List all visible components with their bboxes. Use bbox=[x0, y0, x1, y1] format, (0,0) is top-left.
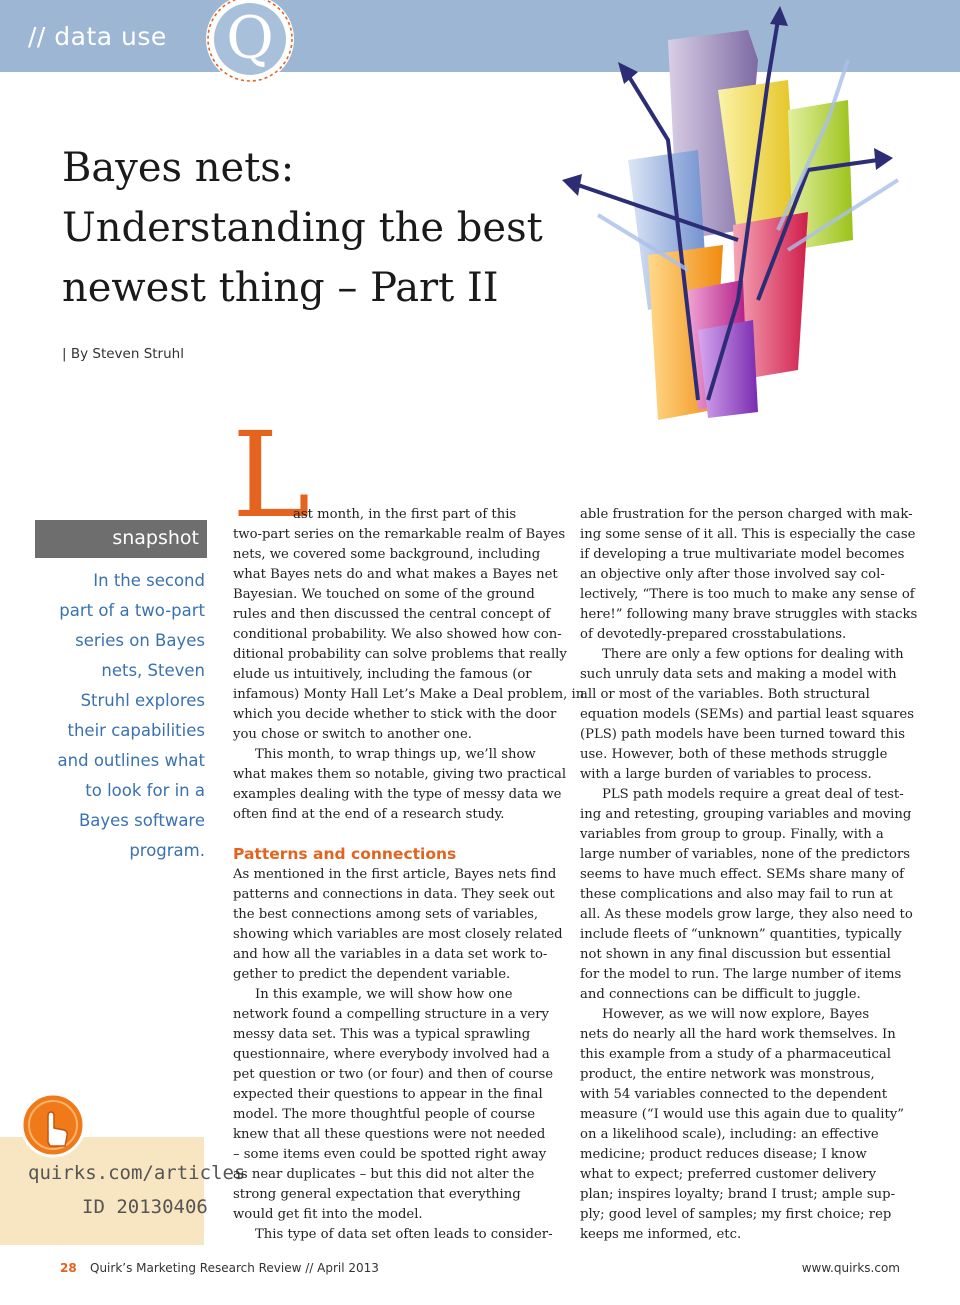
badge-letter: Q bbox=[226, 4, 274, 72]
article-title bbox=[62, 138, 582, 318]
body-line: This month, to wrap things up, we’ll show bbox=[255, 747, 536, 762]
snapshot-line: to look for in a bbox=[85, 781, 205, 800]
snapshot-line: In the second bbox=[93, 571, 205, 590]
body-line: (PLS) path models have been turned toward this bbox=[580, 727, 905, 742]
body-line: plan; inspires loyalty; brand I trust; ample sup- bbox=[580, 1187, 896, 1202]
byline: | By Steven Struhl bbox=[62, 346, 184, 362]
snapshot-line: Bayes software bbox=[78, 811, 205, 830]
q-badge-icon bbox=[203, 0, 297, 86]
body-line: for the model to run. The large number of items bbox=[580, 967, 902, 982]
body-line: such unruly data sets and making a model with bbox=[580, 667, 897, 682]
body-line: include fleets of “unknown” quantities, typically bbox=[580, 927, 902, 942]
body-line: this example from a study of a pharmaceutical bbox=[580, 1047, 891, 1062]
drop-cap: L bbox=[232, 406, 311, 544]
body-line: conditional probability. We also showed how con- bbox=[233, 627, 562, 642]
page-number: 28 bbox=[60, 1261, 77, 1275]
snapshot-heading: snapshot bbox=[112, 527, 199, 549]
subheading: Patterns and connections bbox=[233, 845, 457, 863]
body-line: showing which variables are most closely related bbox=[233, 927, 563, 942]
body-line: equation models (SEMs) and partial least squares bbox=[580, 707, 914, 722]
body-line: nets do nearly all the hard work themselves. In bbox=[580, 1027, 896, 1042]
body-line: knew that all these questions were not needed bbox=[233, 1127, 546, 1142]
body-line: all or most of the variables. Both structural bbox=[580, 687, 870, 702]
body-column-right bbox=[580, 505, 918, 1245]
body-line: two-part series on the remarkable realm of Bayes bbox=[233, 527, 566, 542]
body-line: However, as we will now explore, Bayes bbox=[602, 1007, 870, 1022]
body-line: on a likelihood scale), including: an effective bbox=[580, 1127, 879, 1142]
footer-url[interactable]: www.quirks.com bbox=[801, 1261, 900, 1275]
snapshot-heading-box bbox=[35, 520, 207, 558]
body-line: measure (“I would use this again due to quality” bbox=[580, 1107, 904, 1122]
body-line: Bayesian. We touched on some of the ground bbox=[233, 587, 535, 602]
section-label: // data use bbox=[28, 22, 167, 51]
body-line: these complications and also may fail to run at bbox=[580, 887, 893, 902]
body-line: and how all the variables in a data set work to- bbox=[233, 947, 548, 962]
body-line: infamous) Monty Hall Let’s Make a Deal problem, in bbox=[233, 687, 585, 702]
body-line: ast month, in the first part of this bbox=[293, 507, 517, 522]
bar-chart-illustration bbox=[548, 0, 960, 420]
body-line: what Bayes nets do and what makes a Bayes net bbox=[233, 567, 558, 582]
snapshot-line: nets, Steven bbox=[101, 661, 205, 680]
body-line: of devotedly-prepared crosstabulations. bbox=[580, 627, 847, 642]
pointing-hand-icon[interactable] bbox=[20, 1092, 86, 1158]
body-line: often find at the end of a research study. bbox=[233, 807, 505, 822]
body-line: questionnaire, where everybody involved had a bbox=[233, 1047, 550, 1062]
body-line: with a large burden of variables to process. bbox=[580, 767, 872, 782]
body-line: ply; good level of samples; my first choice; rep bbox=[580, 1207, 892, 1222]
body-line: expected their questions to appear in the final bbox=[233, 1087, 543, 1102]
snapshot-line: and outlines what bbox=[57, 751, 205, 770]
publication-info: Quirk’s Marketing Research Review // April 2013 bbox=[90, 1261, 379, 1275]
body-line: As mentioned in the first article, Bayes nets find bbox=[233, 867, 557, 882]
body-line: able frustration for the person charged with mak- bbox=[580, 507, 913, 522]
body-line: if developing a true multivariate model becomes bbox=[580, 547, 905, 562]
body-line: and connections can be difficult to juggle. bbox=[580, 987, 861, 1002]
body-line: patterns and connections in data. They seek out bbox=[233, 887, 555, 902]
body-line: medicine; product reduces disease; I know bbox=[580, 1147, 867, 1162]
body-line: PLS path models require a great deal of test- bbox=[602, 787, 904, 802]
body-line: seems to have much effect. SEMs share many of bbox=[580, 867, 905, 882]
body-line: the best connections among sets of variables, bbox=[233, 907, 539, 922]
body-line: strong general expectation that everything bbox=[233, 1187, 521, 1202]
snapshot-line: part of a two-part bbox=[59, 601, 205, 620]
title-line: Understanding the best bbox=[62, 205, 543, 251]
title-line: newest thing – Part II bbox=[62, 265, 499, 311]
body-line: network found a compelling structure in a very bbox=[233, 1007, 549, 1022]
body-line: lectively, “There is too much to make any sense of bbox=[580, 587, 915, 602]
body-line: what makes them so notable, giving two practical bbox=[233, 767, 567, 782]
body-line: here!” following many brave struggles with stacks bbox=[580, 607, 918, 622]
body-line: – some items even could be spotted right away bbox=[233, 1147, 547, 1162]
body-column-left bbox=[233, 505, 585, 1245]
body-line: variables from group to group. Finally, with a bbox=[580, 827, 884, 842]
body-line: rules and then discussed the central concept of bbox=[233, 607, 551, 622]
title-line: Bayes nets: bbox=[62, 145, 295, 191]
body-line: This type of data set often leads to consider- bbox=[255, 1227, 553, 1242]
body-line: all. As these models grow large, they also need to bbox=[580, 907, 913, 922]
body-line: with 54 variables connected to the dependent bbox=[580, 1087, 888, 1102]
body-line: use. However, both of these methods struggle bbox=[580, 747, 888, 762]
snapshot-line: Struhl explores bbox=[80, 691, 205, 710]
body-line: what to expect; preferred customer delivery bbox=[580, 1167, 877, 1182]
body-line: ing and retesting, grouping variables and moving bbox=[580, 807, 912, 822]
body-line: an objective only after those involved say col- bbox=[580, 567, 885, 582]
snapshot-summary bbox=[40, 566, 205, 866]
body-line: elude us intuitively, including the famous (or bbox=[233, 667, 532, 682]
body-line: which you decide whether to stick with the door bbox=[233, 707, 557, 722]
body-line: ditional probability can solve problems that really bbox=[233, 647, 567, 662]
body-line: messy data set. This was a typical sprawling bbox=[233, 1027, 531, 1042]
body-line: ing some sense of it all. This is especially the case bbox=[580, 527, 916, 542]
snapshot-line: series on Bayes bbox=[75, 631, 205, 650]
body-line: gether to predict the dependent variable. bbox=[233, 967, 511, 982]
body-line: large number of variables, none of the predictors bbox=[580, 847, 911, 862]
body-line: examples dealing with the type of messy data we bbox=[233, 787, 562, 802]
snapshot-line: their capabilities bbox=[67, 721, 205, 740]
snapshot-line: program. bbox=[129, 841, 205, 860]
body-line: In this example, we will show how one bbox=[255, 987, 513, 1002]
article-link-url[interactable]: quirks.com/articles bbox=[28, 1162, 246, 1184]
body-line: pet question or two (or four) and then of course bbox=[233, 1067, 554, 1082]
body-line: would get fit into the model. bbox=[233, 1207, 423, 1222]
article-id: ID 20130406 bbox=[82, 1196, 208, 1218]
body-line: product, the entire network was monstrous, bbox=[580, 1067, 875, 1082]
body-line: not shown in any final discussion but essential bbox=[580, 947, 891, 962]
body-line: nets, we covered some background, including bbox=[233, 547, 541, 562]
body-line: model. The more thoughtful people of course bbox=[233, 1107, 536, 1122]
body-line: keeps me informed, etc. bbox=[580, 1227, 742, 1242]
body-line: There are only a few options for dealing with bbox=[602, 647, 904, 662]
body-line: as near duplicates – but this did not alter the bbox=[233, 1167, 535, 1182]
body-line: you chose or switch to another one. bbox=[233, 727, 472, 742]
